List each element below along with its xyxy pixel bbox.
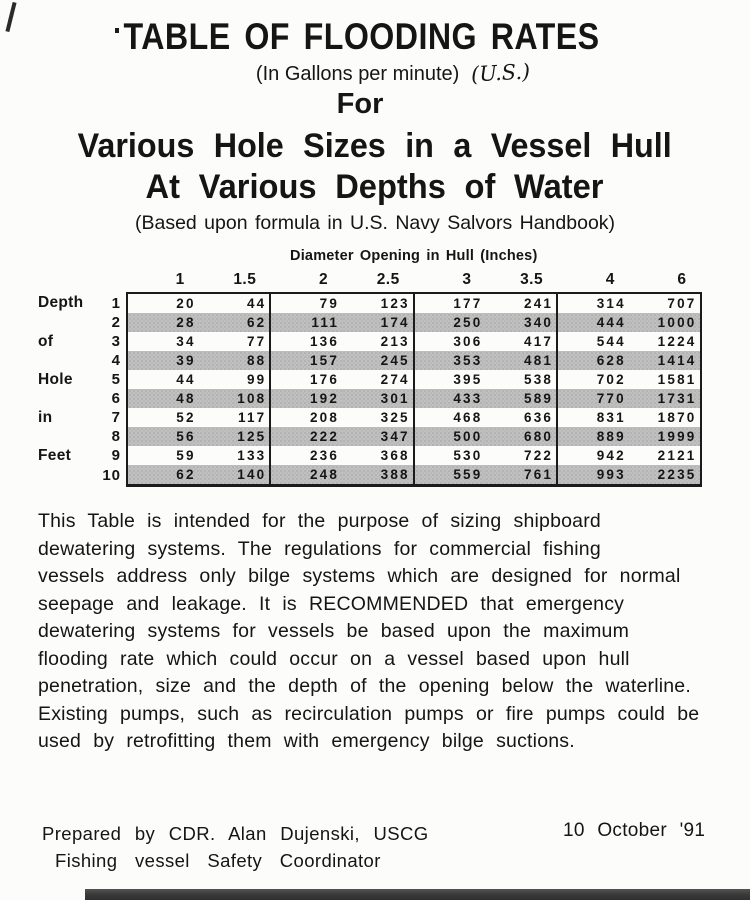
row-number: 4	[111, 352, 121, 369]
cell-value: 39	[127, 351, 199, 370]
cell-value: 28	[127, 313, 199, 332]
paragraph-line: penetration, size and the depth of the opening below the waterline.	[38, 675, 691, 697]
axis-word: of	[38, 332, 54, 350]
cell-value: 44	[127, 370, 199, 389]
cell-value: 314	[557, 293, 629, 313]
cell-value: 236	[270, 446, 342, 465]
paragraph-line: dewatering systems for vessels be based upon the maximum	[38, 620, 630, 642]
cell-value: 636	[524, 410, 554, 425]
cell-value: 62	[199, 313, 271, 332]
cell-value: 136	[270, 332, 342, 351]
cell-value: 1731	[629, 389, 701, 408]
cell-value: 125	[199, 427, 271, 446]
row-number: 1	[111, 294, 121, 312]
cell-value: 274	[380, 372, 410, 387]
cell-value: 500	[414, 427, 486, 446]
axis-word	[38, 313, 100, 332]
cell-value: 177	[414, 293, 486, 313]
body-paragraph	[38, 508, 733, 756]
cell-value: 79	[270, 293, 342, 313]
table-row-depth-2	[38, 313, 701, 332]
flooding-rates-table	[38, 247, 702, 487]
cell-value: 44	[199, 293, 271, 313]
table-row-depth-5	[38, 370, 701, 389]
cell-value: 2121	[629, 446, 701, 465]
title-line-3	[0, 167, 750, 207]
subtitle-line	[0, 61, 750, 86]
header-spacer	[38, 265, 100, 293]
cell-value: 1999	[629, 427, 701, 446]
row-number: 9	[111, 447, 121, 464]
prepared-by-line: Prepared by CDR. Alan Dujenski, USCG	[42, 823, 429, 844]
cell-value: 628	[557, 351, 629, 370]
paragraph-line: seepage and leakage. It is RECOMMENDED that emergency	[38, 592, 625, 615]
table-caption: Diameter Opening in Hull (Inches)	[290, 248, 538, 264]
cell-value: 481	[485, 351, 557, 370]
handwritten-us-annotation: (U.S.)	[470, 59, 531, 87]
cell-value: 59	[127, 446, 199, 465]
paragraph-line: flooding rate which could occur on a vessel based upon hull	[38, 647, 630, 670]
cell-value: 1414	[629, 351, 701, 370]
cell-value: 325	[380, 410, 410, 425]
cell-value: 123	[342, 293, 414, 313]
axis-word: in	[38, 408, 53, 426]
cell-value: 88	[199, 351, 271, 370]
paragraph-line: used by retrofitting them with emergency bilge suctions.	[38, 730, 575, 752]
title-line-3-text: At Various Depths of Water	[146, 168, 604, 206]
cell-value: 1224	[629, 332, 701, 351]
cell-value: 241	[485, 293, 557, 313]
cell-value: 208	[270, 408, 342, 427]
cell-value: 722	[524, 448, 554, 463]
page-title-text: TABLE OF FLOODING RATES	[123, 16, 600, 57]
cell-value: 77	[246, 334, 267, 349]
cell-value: 34	[127, 332, 199, 351]
cell-value: 222	[270, 427, 342, 446]
cell-value: 133	[237, 448, 267, 463]
cell-value: 174	[342, 313, 414, 332]
row-number: 10	[102, 466, 121, 484]
column-header-row	[38, 265, 701, 293]
cell-value: 306	[414, 332, 486, 351]
cell-value: 108	[199, 389, 271, 408]
table	[38, 247, 702, 487]
source-note: (Based upon formula in U.S. Navy Salvors Handbook)	[134, 212, 616, 234]
table-row-depth-8	[38, 427, 701, 446]
column-header-2-5: 2.5	[376, 271, 400, 288]
column-header-3-5: 3.5	[520, 271, 544, 288]
cell-value: 213	[380, 334, 410, 349]
axis-word	[38, 351, 100, 370]
cell-value: 702	[557, 370, 629, 389]
cell-value: 395	[414, 370, 486, 389]
cell-value: 530	[414, 446, 486, 465]
cell-value: 52	[127, 408, 199, 427]
cell-value: 1581	[629, 370, 701, 389]
cell-value: 942	[557, 446, 629, 465]
table-row-depth-1	[38, 293, 701, 313]
paragraph-line: vessels address only bilge systems which are designed for normal	[38, 565, 681, 587]
cell-value: 388	[342, 465, 414, 486]
cell-value: 544	[557, 332, 629, 351]
cell-value: 48	[127, 389, 199, 408]
cell-value: 707	[629, 293, 701, 313]
table-row-depth-7	[38, 408, 701, 427]
cell-value: 117	[237, 410, 267, 425]
row-number: 7	[111, 409, 121, 426]
cell-value: 157	[270, 351, 342, 370]
page-title	[0, 18, 750, 56]
axis-word	[38, 465, 100, 486]
cell-value: 538	[524, 372, 554, 387]
cell-value: 761	[485, 465, 557, 486]
row-number: 2	[111, 314, 121, 331]
cell-value: 245	[342, 351, 414, 370]
table-row-depth-6	[38, 389, 701, 408]
cell-value: 250	[414, 313, 486, 332]
cell-value: 831	[557, 408, 629, 427]
cell-value: 62	[127, 465, 199, 486]
column-header-3: 3	[462, 271, 472, 288]
caption-spacer	[38, 247, 127, 265]
column-header-1-5: 1.5	[233, 271, 257, 288]
title-connector: For	[336, 88, 384, 120]
subtitle-text: (In Gallons per minute)	[255, 63, 460, 85]
scan-artifact-bottom-bar	[85, 889, 750, 900]
cell-value: 111	[270, 313, 342, 332]
axis-word: Depth	[38, 294, 84, 311]
column-header-1: 1	[175, 271, 185, 288]
paragraph-line: This Table is intended for the purpose of sizing shipboard	[38, 510, 601, 532]
row-number: 6	[111, 390, 121, 407]
cell-value: 56	[127, 427, 199, 446]
cell-value: 347	[342, 427, 414, 446]
header-spacer	[100, 265, 127, 293]
cell-value: 368	[380, 448, 410, 463]
cell-value: 889	[557, 427, 629, 446]
axis-word: Feet	[38, 446, 72, 464]
row-number: 8	[111, 428, 121, 445]
table-row-depth-10	[38, 465, 701, 486]
prepared-role-line: Fishing vessel Safety Coordinator	[55, 850, 381, 871]
cell-value: 20	[127, 293, 199, 313]
cell-value: 433	[414, 389, 486, 408]
cell-value: 140	[199, 465, 271, 486]
title-line-2-text: Various Hole Sizes in a Vessel Hull	[77, 127, 673, 165]
document-date: 10 October '91	[563, 820, 706, 841]
cell-value: 770	[557, 389, 629, 408]
cell-value: 417	[524, 334, 554, 349]
cell-value: 353	[414, 351, 486, 370]
cell-value: 559	[414, 465, 486, 486]
prepared-by-block	[42, 820, 429, 874]
cell-value: 993	[557, 465, 629, 486]
cell-value: 192	[270, 389, 342, 408]
cell-value: 99	[246, 372, 267, 387]
table-caption-row	[38, 247, 701, 265]
axis-word	[38, 427, 100, 446]
cell-value: 2235	[629, 465, 701, 486]
table-row-depth-3	[38, 332, 701, 351]
cell-value: 176	[270, 370, 342, 389]
column-header-6: 6	[677, 271, 687, 288]
cell-value: 340	[485, 313, 557, 332]
cell-value: 1000	[629, 313, 701, 332]
table-row-depth-4	[38, 351, 701, 370]
cell-value: 248	[270, 465, 342, 486]
cell-value: 468	[414, 408, 486, 427]
cell-value: 301	[342, 389, 414, 408]
cell-value: 1870	[629, 408, 701, 427]
axis-word	[38, 389, 100, 408]
cell-value: 444	[557, 313, 629, 332]
column-header-2: 2	[318, 271, 329, 288]
row-number: 3	[111, 333, 121, 350]
cell-value: 680	[485, 427, 557, 446]
title-line-2	[0, 126, 750, 166]
cell-value: 589	[485, 389, 557, 408]
paragraph-line: Existing pumps, such as recirculation pumps or fire pumps could be	[38, 702, 700, 725]
column-header-4: 4	[605, 271, 615, 288]
row-number: 5	[111, 371, 121, 388]
axis-word: Hole	[38, 370, 73, 388]
paragraph-line: dewatering systems. The regulations for commercial fishing	[38, 537, 601, 560]
table-row-depth-9	[38, 446, 701, 465]
